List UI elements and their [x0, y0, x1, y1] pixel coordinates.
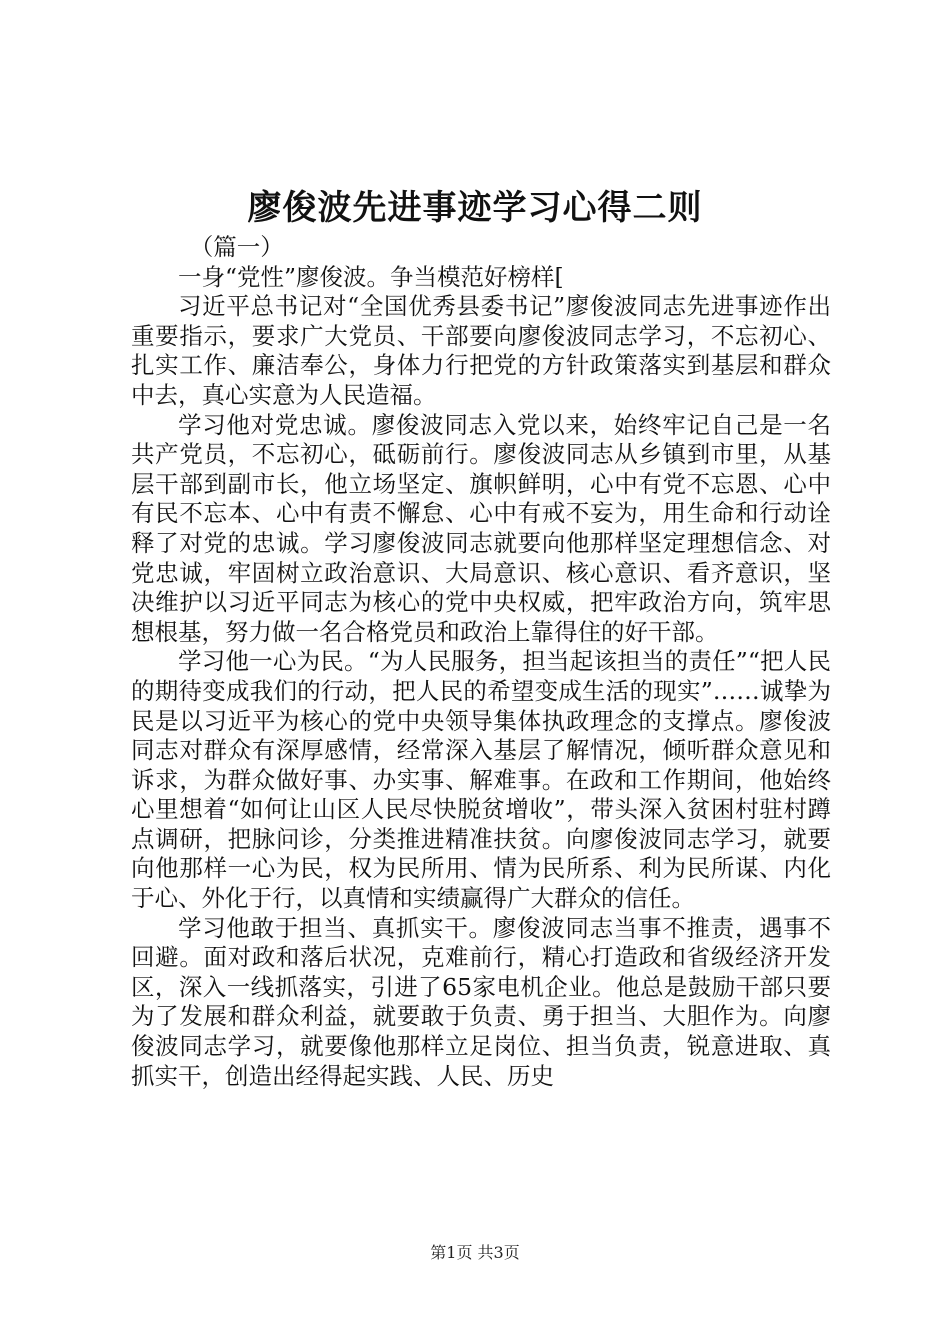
- document-title: 廖俊波先进事迹学习心得二则: [247, 188, 703, 228]
- paragraph-loyalty: 学习他对党忠诚。廖俊波同志入党以来，始终牢记自己是一名共产党员，不忘初心，砥砺前行。廖俊波同志从乡镇到市里，从基层干部到副市长，他立场坚定、旗帜鲜明，心中有党不忘恩、心中有民不忘本、心中有责不懈怠、心中有戒不妄为，用生命和行动诠释了对党的忠诚。学习廖俊波同志就要向他那样坚定理想信念、对党忠诚，牢固树立政治意识、大局意识、核心意识、看齐意识，坚决维护以习近平同志为核心的党中央权威，把牢政治方向，筑牢思想根基，努力做一名合格党员和政治上靠得住的好干部。: [131, 410, 831, 646]
- paragraph-responsibility: 学习他敢于担当、真抓实干。廖俊波同志当事不推责，遇事不回避。面对政和落后状况，克难前行，精心打造政和省级经济开发区，深入一线抓落实，引进了65家电机企业。他总是鼓励干部只要为了发展和群众利益，就要敢于负责、勇于担当、大胆作为。向廖俊波同志学习，就要像他那样立足岗位、担当负责，锐意进取、真抓实干，创造出经得起实践、人民、历史: [131, 913, 831, 1090]
- paragraph-people: 学习他一心为民。“为人民服务，担当起该担当的责任”“把人民的期待变成我们的行动，把人民的希望变成生活的现实”……诚挚为民是以习近平为核心的党中央领导集体执政理念的支撑点。廖俊波同志对群众有深厚感情，经常深入基层了解情况，倾听群众意见和诉求，为群众做好事、办实事、解难事。在政和工作期间，他始终心里想着“如何让山区人民尽快脱贫增收”，带头深入贫困村驻村蹲点调研，把脉问诊，分类推进精准扶贫。向廖俊波同志学习，就要向他那样一心为民，权为民所用、情为民所系、利为民所谋、内化于心、外化于行，以真情和实绩赢得广大群众的信任。: [131, 647, 831, 913]
- page-number-footer: 第1页 共3页: [430, 1243, 520, 1262]
- article-subtitle: 一身“党性”廖俊波。争当模范好榜样[: [178, 262, 564, 291]
- paragraph-intro: 习近平总书记对“全国优秀县委书记”廖俊波同志先进事迹作出重要指示，要求广大党员、干部要向廖俊波同志学习，不忘初心、扎实工作、廉洁奉公，身体力行把党的方针政策落实到基层和群众中去，真心实意为人民造福。: [131, 292, 831, 409]
- document-body: [131, 233, 831, 1091]
- section-label: （篇一）: [189, 233, 284, 261]
